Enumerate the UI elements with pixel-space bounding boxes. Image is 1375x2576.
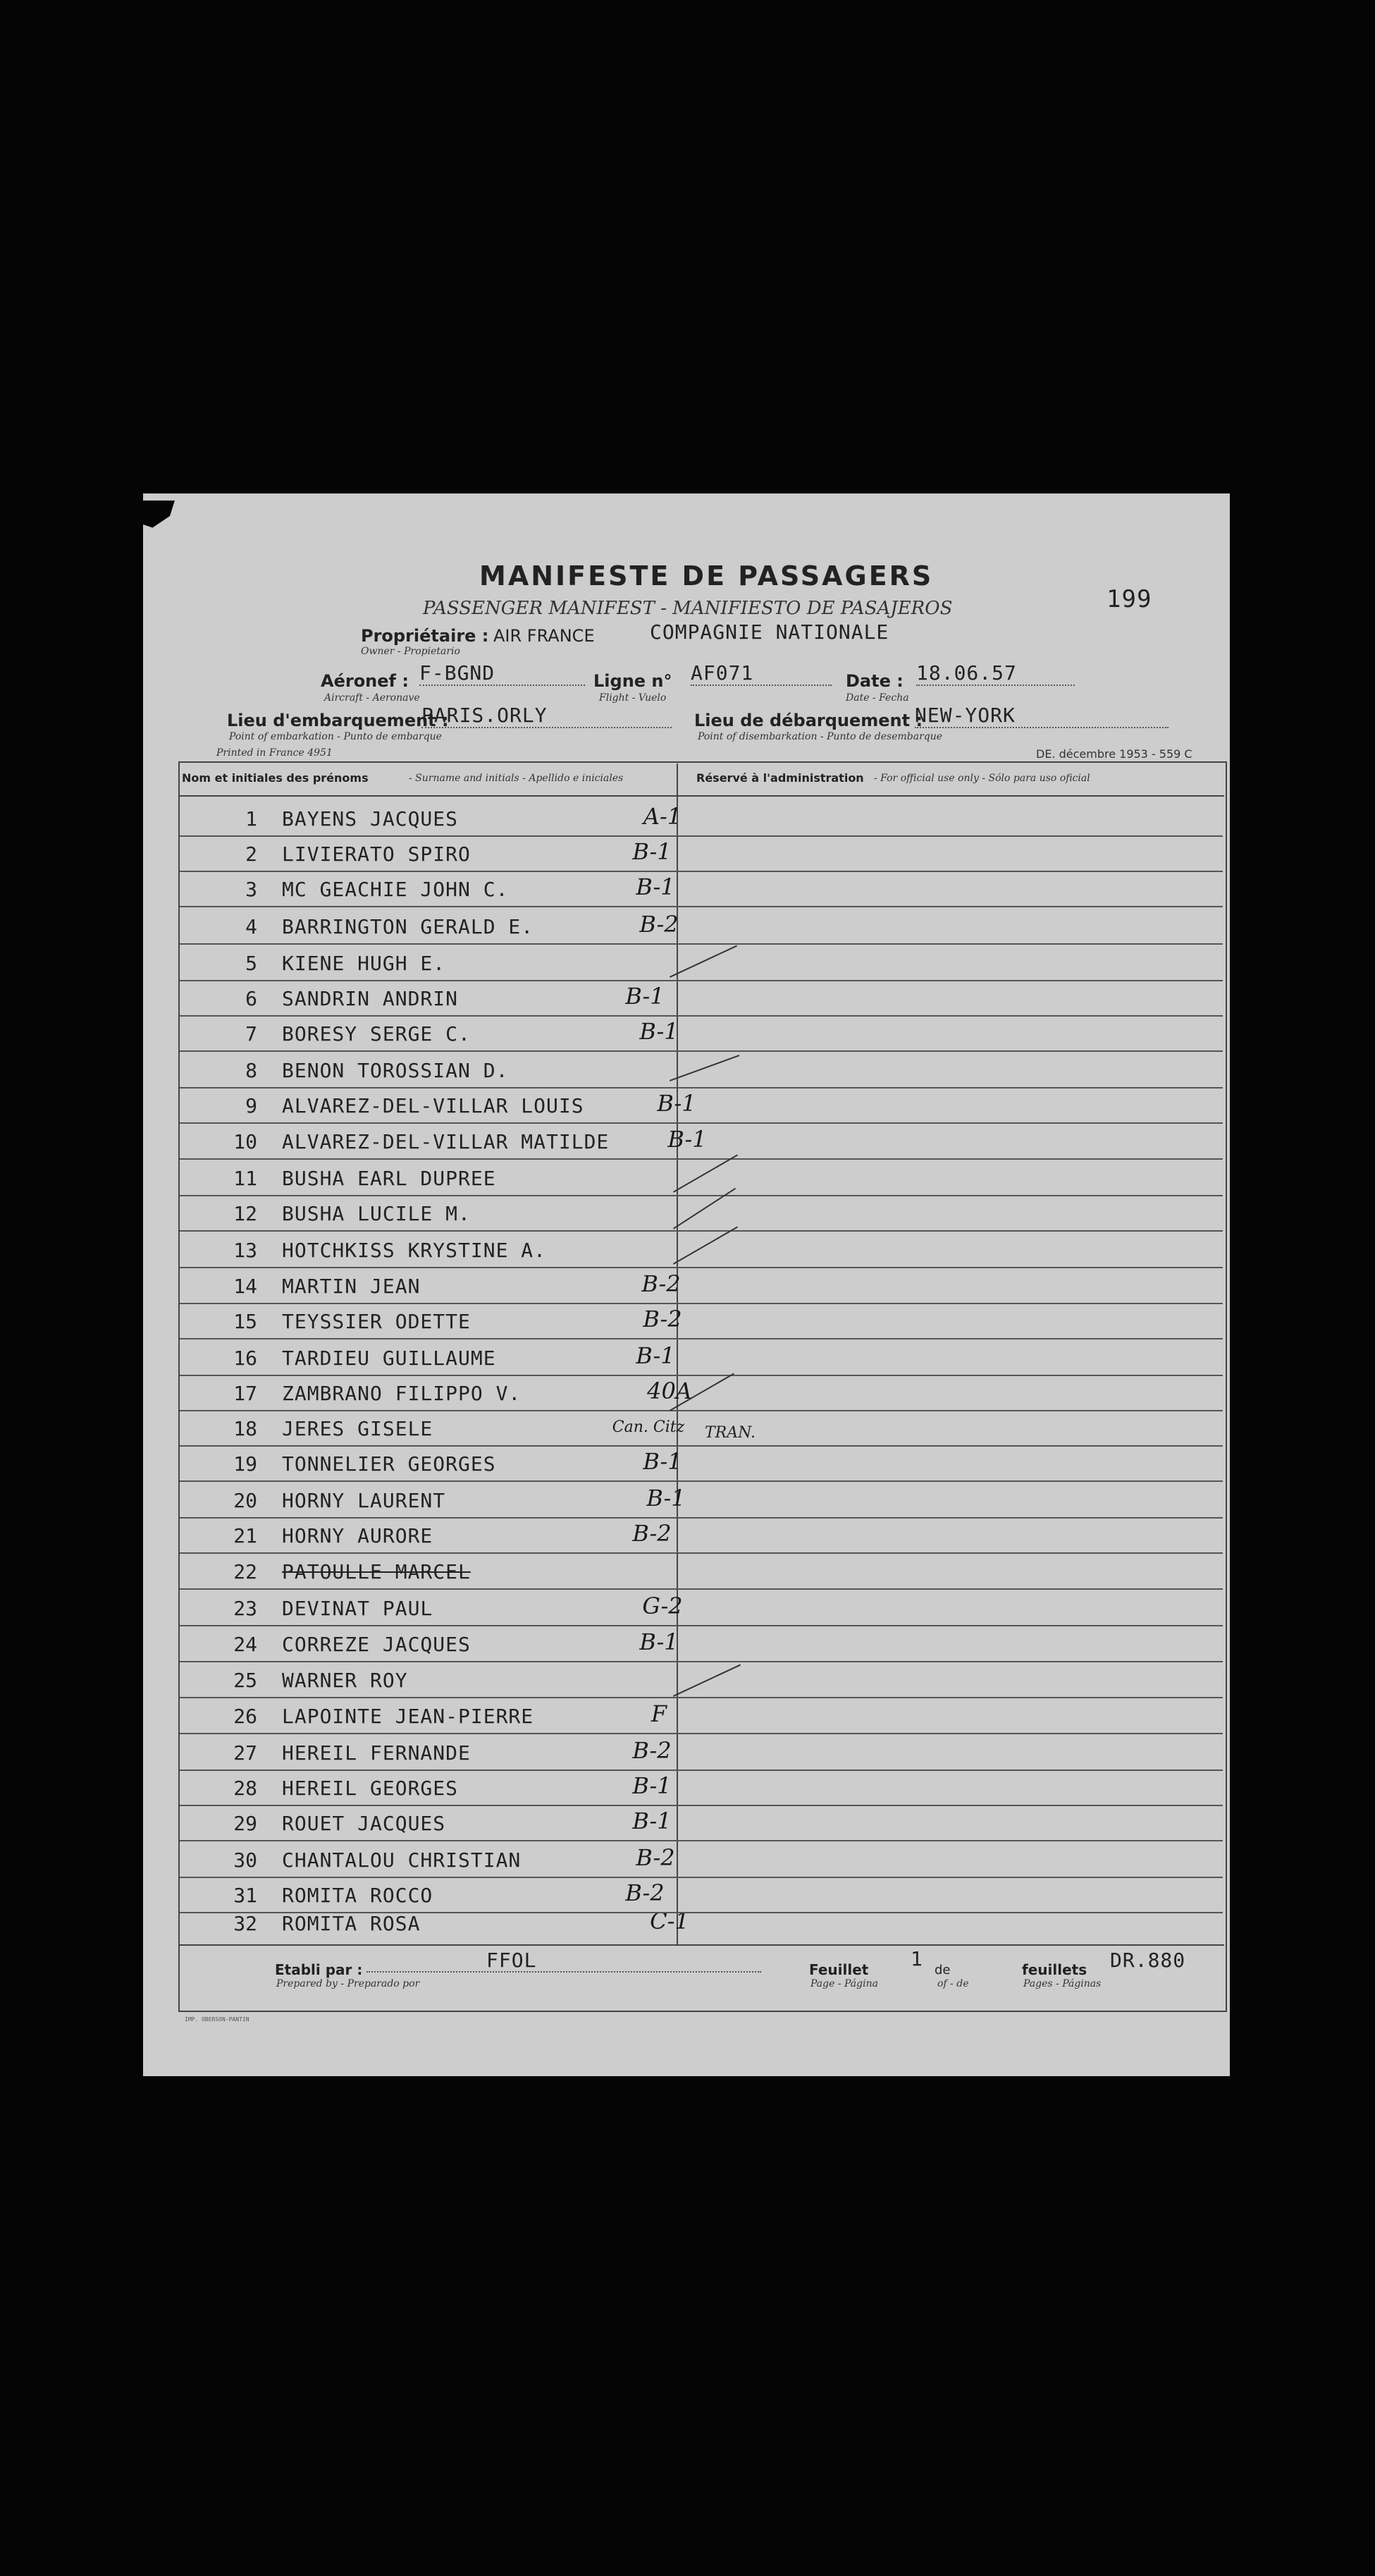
- sheet-value: 1: [911, 1947, 923, 1970]
- disembark-sub: Point of disembarkation - Punto de desembarque: [698, 731, 943, 742]
- row-number: 19: [233, 1452, 257, 1476]
- row-number: 28: [233, 1777, 257, 1800]
- passenger-name: CHANTALOU CHRISTIAN: [282, 1848, 522, 1872]
- passenger-name: ROUET JACQUES: [282, 1812, 446, 1835]
- sheets-sub: Pages - Páginas: [1023, 1978, 1102, 1989]
- passenger-name: LAPOINTE JEAN-PIERRE: [282, 1705, 534, 1728]
- row-rule: [180, 1410, 1223, 1411]
- row-rule: [180, 1015, 1223, 1017]
- printed-note: Printed in France 4951: [216, 747, 333, 759]
- passenger-name: SANDRIN ANDRIN: [282, 987, 459, 1010]
- passenger-name: ROMITA ROCCO: [282, 1884, 433, 1907]
- row-number: 2: [245, 842, 257, 866]
- row-number: 31: [233, 1884, 257, 1907]
- sheet-label: Feuillet: [809, 1961, 869, 1978]
- passenger-name: HEREIL GEORGES: [282, 1777, 459, 1800]
- row-number: 1: [245, 807, 257, 830]
- sheets-label: feuillets: [1022, 1961, 1087, 1978]
- row-number: 24: [233, 1633, 257, 1656]
- passenger-name: WARNER ROY: [282, 1669, 408, 1692]
- aircraft-label: Aéronef :: [321, 671, 409, 691]
- row-rule: [180, 1122, 1223, 1124]
- visa-class-code: B-1: [646, 1485, 686, 1511]
- embark-value: PARIS.ORLY: [421, 704, 672, 728]
- row-rule: [180, 1050, 1223, 1052]
- manifest-subtitle: PASSENGER MANIFEST - MANIFIESTO DE PASAJEROS: [423, 598, 953, 619]
- row-number: 3: [245, 878, 257, 901]
- passenger-name: HEREIL FERNANDE: [282, 1741, 471, 1765]
- embark-label: Lieu d'embarquement :: [227, 711, 449, 730]
- date-sub: Date - Fecha: [846, 692, 909, 704]
- names-column-header: Nom et initiales des prénoms: [182, 771, 369, 785]
- prepared-by-value: FFOL: [486, 1949, 537, 1972]
- flight-sub: Flight - Vuelo: [599, 692, 667, 704]
- row-rule: [180, 1087, 1223, 1088]
- names-column-header-sub: - Surname and initials - Apellido e iniciales: [409, 773, 624, 784]
- visa-class-code: A-1: [643, 803, 682, 830]
- passenger-name: LIVIERATO SPIRO: [282, 842, 471, 866]
- page-number: 199: [1106, 585, 1152, 613]
- row-rule: [180, 1912, 1223, 1913]
- visa-class-code: B-1: [632, 1808, 672, 1834]
- visa-class-code: B-2: [636, 1844, 675, 1871]
- row-number: 11: [233, 1167, 257, 1190]
- passenger-name: HOTCHKISS KRYSTINE A.: [282, 1239, 547, 1262]
- row-rule: [180, 906, 1223, 907]
- row-rule: [180, 871, 1223, 872]
- row-number: 6: [245, 987, 257, 1010]
- visa-class-code: B-2: [632, 1737, 672, 1764]
- passenger-name: ALVAREZ-DEL-VILLAR LOUIS: [282, 1094, 584, 1117]
- of-label: de: [935, 1963, 951, 1977]
- date-label: Date :: [846, 671, 904, 691]
- row-rule: [180, 1733, 1223, 1734]
- row-number: 12: [233, 1202, 257, 1225]
- visa-class-code: B-1: [667, 1126, 707, 1153]
- row-number: 18: [233, 1417, 257, 1440]
- visa-class-code: B-1: [636, 873, 675, 900]
- row-rule: [180, 1158, 1223, 1160]
- form-reference: DE. décembre 1953 - 559 C: [1036, 747, 1192, 761]
- owner-value: AIR FRANCE: [493, 626, 595, 646]
- passenger-name: BENON TOROSSIAN D.: [282, 1059, 509, 1082]
- passenger-name: ROMITA ROSA: [282, 1912, 421, 1935]
- admin-column-header: Réservé à l'administration: [696, 771, 864, 785]
- row-number: 30: [233, 1848, 257, 1872]
- passenger-name: ZAMBRANO FILIPPO V.: [282, 1382, 522, 1405]
- row-number: 21: [233, 1524, 257, 1547]
- row-rule: [180, 1625, 1223, 1626]
- passenger-name: KIENE HUGH E.: [282, 952, 446, 975]
- visa-class-code: B-1: [625, 983, 665, 1010]
- row-rule: [180, 943, 1223, 945]
- row-rule: [180, 1230, 1223, 1232]
- row-number: 32: [233, 1912, 257, 1935]
- row-number: 15: [233, 1310, 257, 1333]
- passenger-name: ALVAREZ-DEL-VILLAR MATILDE: [282, 1130, 610, 1153]
- passenger-name: TARDIEU GUILLAUME: [282, 1347, 496, 1370]
- row-rule: [180, 1840, 1223, 1841]
- date-value: 18.06.57: [916, 661, 1075, 686]
- prepared-by-sub: Prepared by - Preparado por: [276, 1978, 420, 1989]
- row-number: 16: [233, 1347, 257, 1370]
- visa-class-code: 40A: [647, 1378, 692, 1404]
- row-rule: [180, 835, 1223, 837]
- passenger-name: BUSHA EARL DUPREE: [282, 1167, 496, 1190]
- disembark-label: Lieu de débarquement :: [694, 711, 923, 730]
- row-number: 9: [245, 1094, 257, 1117]
- row-number: 13: [233, 1239, 257, 1262]
- row-rule: [180, 1303, 1223, 1304]
- row-number: 10: [233, 1130, 257, 1153]
- row-rule: [180, 1480, 1223, 1482]
- passenger-name: HORNY LAURENT: [282, 1489, 446, 1512]
- passenger-name: BAYENS JACQUES: [282, 807, 459, 830]
- row-rule: [180, 1375, 1223, 1376]
- passenger-name: CORREZE JACQUES: [282, 1633, 471, 1656]
- embark-sub: Point of embarkation - Punto de embarque: [229, 731, 442, 742]
- visa-class-code: B-1: [643, 1448, 682, 1475]
- row-rule: [180, 1877, 1223, 1878]
- visa-class-code: B-1: [639, 1018, 679, 1045]
- visa-class-code: B-2: [639, 911, 679, 938]
- prepared-by-label: Etabli par :: [275, 1961, 363, 1978]
- row-number: 20: [233, 1489, 257, 1512]
- visa-class-code: B-2: [641, 1270, 681, 1297]
- passenger-name: PATOULLE MARCEL: [282, 1560, 471, 1583]
- flight-value: AF071: [691, 661, 832, 686]
- owner-value-typed: COMPAGNIE NATIONALE: [650, 620, 889, 644]
- row-rule: [180, 1770, 1223, 1771]
- visa-class-code: B-2: [625, 1879, 665, 1906]
- visa-class-code: G-2: [642, 1593, 683, 1619]
- visa-class-code: B-1: [632, 1772, 672, 1799]
- visa-class-code: B-1: [632, 838, 672, 865]
- passenger-name: HORNY AURORE: [282, 1524, 433, 1547]
- owner-sub: Owner - Propietario: [361, 646, 460, 657]
- disembark-value: NEW-YORK: [915, 704, 1169, 728]
- visa-class-code: B-1: [657, 1090, 696, 1117]
- passenger-name: BARRINGTON GERALD E.: [282, 915, 534, 938]
- aircraft-value: F-BGND: [419, 661, 585, 686]
- row-number: 25: [233, 1669, 257, 1692]
- visa-class-code: B-2: [632, 1520, 672, 1547]
- aircraft-sub: Aircraft - Aeronave: [324, 692, 420, 704]
- footer-divider: [178, 1944, 1224, 1946]
- row-rule: [180, 1661, 1223, 1662]
- row-rule: [180, 1445, 1223, 1447]
- passenger-name: JERES GISELE: [282, 1417, 433, 1440]
- row-rule: [180, 1552, 1223, 1554]
- row-rule: [180, 980, 1223, 981]
- passenger-name: TONNELIER GEORGES: [282, 1452, 496, 1476]
- row-rule: [180, 1697, 1223, 1698]
- row-rule: [180, 1267, 1223, 1268]
- of-sub: of - de: [937, 1978, 969, 1989]
- passenger-name: TEYSSIER ODETTE: [282, 1310, 471, 1333]
- row-number: 23: [233, 1597, 257, 1620]
- visa-class-code: B-1: [636, 1342, 675, 1369]
- row-number: 27: [233, 1741, 257, 1765]
- owner-label: Propriétaire :: [361, 626, 489, 646]
- manifest-title: MANIFESTE DE PASSAGERS: [479, 560, 934, 591]
- row-number: 29: [233, 1812, 257, 1835]
- row-number: 5: [245, 952, 257, 975]
- row-rule: [180, 1805, 1223, 1806]
- row-number: 22: [233, 1560, 257, 1583]
- admin-column-header-sub: - For official use only - Sólo para uso oficial: [874, 773, 1090, 784]
- visa-class-code: B-2: [643, 1306, 682, 1332]
- visa-class-code: F: [650, 1700, 667, 1727]
- sheet-sub: Page - Página: [810, 1978, 878, 1989]
- dr-number: DR.880: [1110, 1949, 1186, 1972]
- row-number: 17: [233, 1382, 257, 1405]
- row-number: 7: [245, 1022, 257, 1045]
- row-number: 26: [233, 1705, 257, 1728]
- row-number: 4: [245, 915, 257, 938]
- row-number: 14: [233, 1275, 257, 1298]
- row-rule: [180, 1195, 1223, 1196]
- row-rule: [180, 1338, 1223, 1339]
- passenger-name: BUSHA LUCILE M.: [282, 1202, 471, 1225]
- row-number: 8: [245, 1059, 257, 1082]
- printer-imprint: IMP. OBERSON-PANTIN: [185, 2016, 249, 2023]
- prepared-by-underline: [366, 1970, 761, 1973]
- passenger-name: DEVINAT PAUL: [282, 1597, 433, 1620]
- row-rule: [180, 1588, 1223, 1590]
- admin-note-row-18: TRAN.: [705, 1424, 756, 1442]
- visa-class-code: B-1: [639, 1629, 679, 1655]
- visa-class-code: C-1: [650, 1908, 689, 1934]
- flight-label: Ligne n°: [593, 671, 672, 691]
- row-rule: [180, 1517, 1223, 1519]
- visa-class-code: Can. Citz: [612, 1418, 685, 1436]
- passenger-name: BORESY SERGE C.: [282, 1022, 471, 1045]
- passenger-name: MC GEACHIE JOHN C.: [282, 878, 509, 901]
- passenger-name: MARTIN JEAN: [282, 1275, 421, 1298]
